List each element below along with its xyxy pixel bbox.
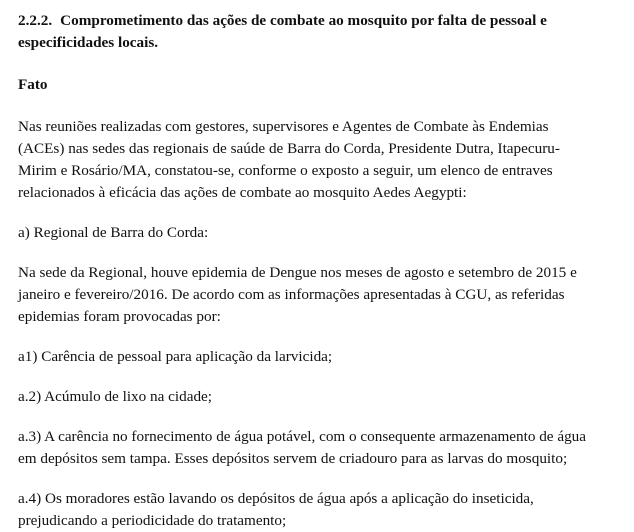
intro-line-1: Nas reuniões realizadas com gestores, supervisores e Agentes de Combate às Endemias (18, 118, 549, 135)
item-a4-line-2: prejudicando a periodicidade do tratamento; (18, 512, 287, 529)
intro-line-3: Mirim e Rosário/MA, constatou-se, conforme o exposto a seguir, um elenco de entraves (18, 162, 553, 179)
item-a3-line-2: em depósitos sem tampa. Esses depósitos servem de criadouro para as larvas do mosquito; (18, 450, 568, 467)
item-a3-line-1: a.3) A carência no fornecimento de água potável, com o consequente armazenamento de água (18, 428, 587, 445)
intro-paragraph (18, 116, 614, 204)
regional-a-heading: a) Regional de Barra do Corda: (18, 224, 209, 241)
document-page (18, 10, 614, 532)
item-a4-line-1: a.4) Os moradores estão lavando os depósitos de água após a aplicação do inseticida, (18, 490, 534, 507)
item-a3 (18, 426, 614, 470)
section-heading-text-1 (18, 10, 547, 32)
epidemia-paragraph (18, 262, 614, 328)
item-a1: a1) Carência de pessoal para aplicação da larvicida; (18, 348, 333, 365)
item-a2: a.2) Acúmulo de lixo na cidade; (18, 388, 213, 405)
epidemia-line-3: epidemias foram provocadas por: (18, 308, 221, 325)
epidemia-line-2: janeiro e fevereiro/2016. De acordo com as informações apresentadas à CGU, as referidas (18, 286, 565, 303)
fato-heading: Fato (18, 76, 48, 93)
section-heading-line-1 (18, 10, 614, 32)
section-heading (18, 10, 614, 54)
section-number: 2.2.2. (18, 12, 53, 29)
epidemia-line-1: Na sede da Regional, houve epidemia de Dengue nos meses de agosto e setembro de 2015 e (18, 264, 577, 281)
section-title-part-2: especificidades locais. (18, 34, 159, 51)
intro-line-2: (ACEs) nas sedes das regionais de saúde de Barra do Corda, Presidente Dutra, Itapecuru- (18, 140, 560, 157)
intro-line-4: relacionados à eficácia das ações de combate ao mosquito Aedes Aegypti: (18, 184, 467, 201)
section-title-part-1: Comprometimento das ações de combate ao mosquito por falta de pessoal e (60, 12, 547, 29)
item-a4 (18, 488, 614, 532)
